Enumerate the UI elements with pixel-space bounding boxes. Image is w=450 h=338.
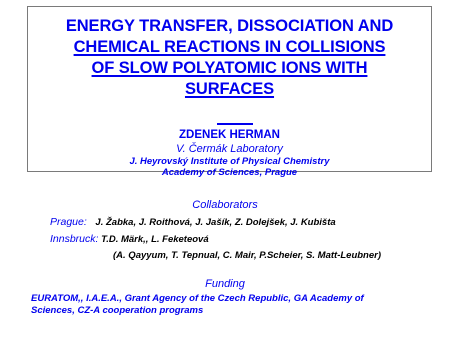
funding-heading: Funding: [205, 278, 245, 290]
prague-names: J. Žabka, J. Roithová, J. Jašík, Z. Dolejšek, J. Kubišta: [95, 217, 336, 228]
prague-label: Prague:: [50, 216, 87, 228]
author-name: ZDENEK HERMAN: [179, 129, 280, 141]
collaborators-heading: Collaborators: [192, 199, 258, 211]
title-line-2: CHEMICAL REACTIONS IN COLLISIONS: [73, 38, 386, 56]
title-divider: [217, 123, 253, 125]
innsbruck-names: T.D. Märk,, L. Feketeová: [101, 234, 209, 245]
title-line-3: OF SLOW POLYATOMIC IONS WITH: [91, 59, 368, 77]
academy-name: Academy of Sciences, Prague: [161, 167, 298, 178]
laboratory-name: V. Čermák Laboratory: [176, 143, 283, 155]
title-line-4: SURFACES: [184, 80, 275, 98]
innsbruck-collaborators: [50, 233, 209, 246]
presentation-title: [28, 16, 431, 100]
institute-name: J. Heyrovský Institute of Physical Chemistry: [129, 156, 330, 167]
innsbruck-label: Innsbruck:: [50, 233, 99, 245]
title-box: [27, 6, 432, 178]
title-line-1: ENERGY TRANSFER, DISSOCIATION AND: [65, 17, 394, 35]
funding-line-2: Sciences, CZ-A cooperation programs: [31, 305, 204, 316]
prague-collaborators: [50, 216, 336, 229]
funding-line-1: EURATOM,, I.A.E.A., Grant Agency of the Czech Republic, GA Academy of: [31, 293, 364, 304]
other-collaborators: (A. Qayyum, T. Tepnual, C. Mair, P.Scheier, S. Matt-Leubner): [113, 250, 381, 261]
